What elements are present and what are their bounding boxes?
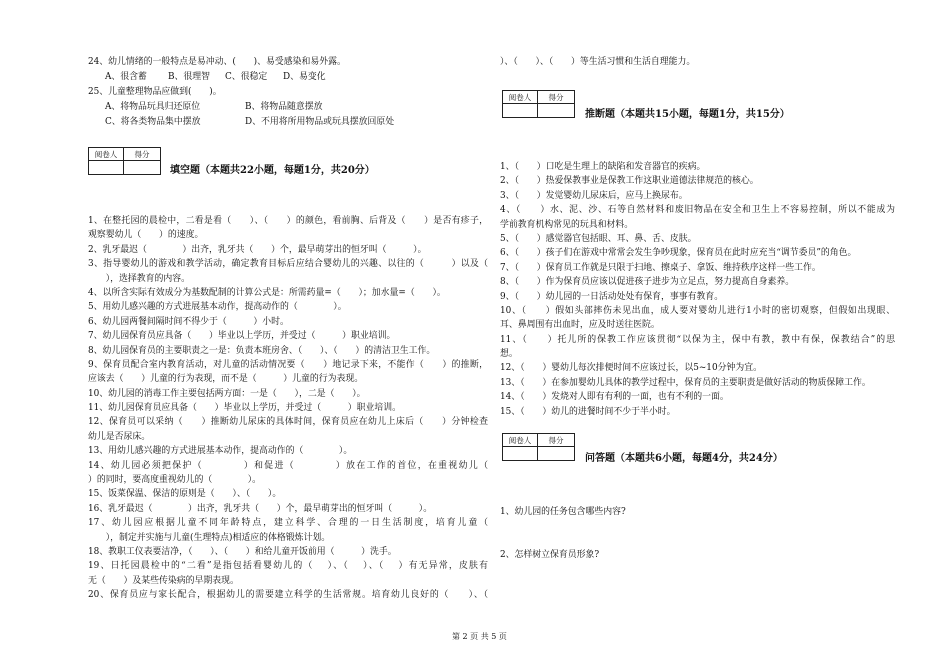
choice-section <box>88 55 488 130</box>
fill-question-16: 16、乳牙最迟（ ）出齐，乳牙共（ ）个，最早萌芽出的恒牙叫（ ）。 <box>88 503 433 514</box>
fill-question-4: 4、以所含实际有效成分为基数配制的计算公式是：所需药量=（ ）；加水量=（ ）。 <box>88 287 446 298</box>
fill-question-13: 13、用幼儿感兴趣的方式进展基本动作，提高动作的（ ）。 <box>88 446 353 457</box>
option-d: D、易变化 <box>283 72 326 82</box>
judge-question-11: 11、（ ）托儿所的保教工作应该贯彻“以保为主，保中有教，教中有保，保教结合”的思 <box>500 334 895 345</box>
option-c: C、很稳定 <box>225 72 268 82</box>
fill-question-12-cont: 幼儿是否尿床。 <box>88 431 151 442</box>
judge-question-3: 3、（ ）发觉婴幼儿尿床后，应马上换尿布。 <box>500 190 688 201</box>
judge-question-15: 15、（ ）幼儿的进餐时间不少于半小时。 <box>500 406 676 417</box>
fill-questions <box>88 214 506 603</box>
option-a: A、很含蓄 <box>105 72 147 82</box>
judge-section-title: 推断题（本题共15小题，每题1分，共15分） <box>585 109 790 120</box>
fill-question-19: 19、日托园晨检中的“二看”是指包括看婴幼儿的（ ）、（ ）、（ ）有无异常，皮肤有 <box>88 561 488 572</box>
fill-question-3-cont: ），选择教育的内容。 <box>88 273 191 284</box>
fill-question-17-cont: ），制定并实施与儿童(生理特点)相适应的体格锻炼计划。 <box>88 532 331 543</box>
reviewer-cell <box>89 161 124 175</box>
fill-question-7: 7、幼儿园保育员应具备（ ）毕业以上学历，并受过（ ）职业培训。 <box>88 331 396 342</box>
page-number: 第 2 页 共 5 页 <box>452 632 507 641</box>
fill-question-14-cont: ）的同时，要高度重视幼儿的（ ）。 <box>88 475 262 486</box>
score-table-fill <box>88 147 161 175</box>
judge-question-12: 12、（ ）婴幼儿每次排便时间不应该过长，以5~10分钟为宜。 <box>500 363 762 374</box>
fill-question-11: 11、幼儿园保育员应具备（ ）毕业以上学历，并受过（ ）职业培训。 <box>88 403 402 414</box>
reviewer-cell <box>503 447 538 461</box>
question-25-stem: 25、儿童整理物品应做到( )。 <box>88 87 222 97</box>
fill-question-1-cont: 观察婴幼儿（ ）的速度。 <box>88 230 204 241</box>
judge-question-8: 8、（ ）作为保育员应该以促进孩子进步为立足点，努力提高自身素养。 <box>500 277 795 288</box>
judge-question-1: 1、（ ）口吃是生理上的缺陷和发音器官的疾病。 <box>500 162 706 172</box>
fill-question-14: 14、幼儿园必须把保护（ ）和促进（ ）放在工作的首位，在重视幼儿（ <box>88 460 506 471</box>
score-table-qa <box>502 433 575 461</box>
fill-question-5: 5、用幼儿感兴趣的方式进展基本动作，提高动作的（ ）。 <box>88 302 347 313</box>
judge-question-11-cont: 想。 <box>500 349 518 360</box>
score-label: 得分 <box>538 91 575 104</box>
qa-question-2: 2、怎样树立保育员形象? <box>500 550 600 560</box>
judge-question-4: 4、（ ）水、泥、沙、石等自然材料和废旧物品在安全和卫生上不容易控制，所以不能成为 <box>500 205 895 216</box>
fill-question-20-cont: ）、（ ）、（ ）等生活习惯和生活自理能力。 <box>500 57 696 67</box>
fill-question-17: 17、幼儿园应根据儿童不同年龄特点，建立科学、合理的一日生活制度，培育儿童（ <box>88 518 488 529</box>
qa-question-1: 1、幼儿园的任务包含哪些内容? <box>500 507 626 517</box>
judge-questions <box>500 160 895 419</box>
score-cell <box>124 161 161 175</box>
reviewer-label: 阅卷人 <box>503 434 538 447</box>
judge-question-13: 13、（ ）在参加婴幼儿具体的教学过程中，保育员的主要职责是做好活动的物质保障工作。 <box>500 377 871 388</box>
score-label: 得分 <box>538 434 575 447</box>
fill-question-19-cont: 无（ ）及某些传染病的早期表现。 <box>88 575 239 586</box>
fill-question-12: 12、保育员可以采纳（ ）推断幼儿尿床的具体时间，保育员应在幼儿上床后（ ）分钟检查 <box>88 417 488 428</box>
fill-question-6: 6、幼儿园两餐间隔时间不得少于（ ）小时。 <box>88 316 289 327</box>
reviewer-label: 阅卷人 <box>89 148 124 161</box>
judge-question-5: 5、（ ）感觉器官包括眼、耳、鼻、舌、皮肤。 <box>500 233 697 244</box>
fill-question-10: 10、幼儿园的消毒工作主要包括两方面：一是（ ），二是（ ）。 <box>88 388 366 399</box>
option-b: B、很理智 <box>168 72 211 82</box>
judge-question-14: 14、（ ）发烧对人即有有利的一面，也有不利的一面。 <box>500 392 729 403</box>
option-d: D、不用将所用物品或玩具摆放回原处 <box>245 117 395 127</box>
judge-question-6: 6、（ ）孩子们在游戏中常常会发生争吵现象，保育员在此时应充当“调节委员”的角色。 <box>500 248 857 259</box>
score-cell <box>538 104 575 118</box>
option-a: A、将物品玩具归还原位 <box>105 102 201 112</box>
judge-question-4-cont: 学前教育机构常见的玩具和材料。 <box>500 219 634 230</box>
option-b: B、将物品随意摆放 <box>245 102 323 112</box>
score-cell <box>538 447 575 461</box>
question-25-options-ab <box>88 100 488 115</box>
qa-section-title: 问答题（本题共6小题，每题4分，共24分） <box>585 453 783 464</box>
question-25-options-cd <box>88 115 488 130</box>
fill-question-1: 1、在整托园的晨检中，二看是看（ ）、（ ）的颜色，看前胸、后背及（ ）是否有疹子， <box>88 216 488 226</box>
reviewer-label: 阅卷人 <box>503 91 538 104</box>
fill-question-18: 18、教职工仪表要洁净，（ ）、（ ）和给儿童开饭前用（ ）洗手。 <box>88 546 397 557</box>
score-label: 得分 <box>124 148 161 161</box>
question-24-stem: 24、幼儿情绪的一般特点是易冲动、( )、易受感染和易外露。 <box>88 57 346 67</box>
score-table-judge <box>502 90 575 118</box>
judge-question-10-cont: 耳、鼻周围有出血时，应及时送往医院。 <box>500 320 660 331</box>
option-c: C、将各类物品集中摆放 <box>105 117 201 127</box>
fill-question-2: 2、乳牙最迟（ ）出齐，乳牙共（ ）个，最早萌芽出的恒牙叫（ ）。 <box>88 244 427 255</box>
judge-question-7: 7、（ ）保育员工作就是只限于扫地、擦桌子、拿饭、维持秩序这样一些工作。 <box>500 262 821 273</box>
fill-section-title: 填空题（本题共22小题，每题1分，共20分） <box>170 165 375 176</box>
judge-question-10: 10、（ ）假如头部摔伤未见出血，成人要对婴幼儿进行1小时的密切观察，但假如出现眼、 <box>500 305 895 316</box>
fill-question-3: 3、指导婴幼儿的游戏和教学活动，确定教育目标后应结合婴幼儿的兴趣、以往的（ ）以及（ <box>88 259 488 270</box>
judge-question-9: 9、（ ）幼儿园的一日活动处处有保育，事事有教育。 <box>500 291 724 302</box>
question-24-options <box>88 70 488 85</box>
judge-question-2: 2、（ ）热爱保教事业是保教工作这职业道德法律规范的核心。 <box>500 176 759 187</box>
reviewer-cell <box>503 104 538 118</box>
fill-question-9-cont: 应该去（ ）儿童的行为表现，而不是（ ）儿童的行为表现。 <box>88 374 364 385</box>
fill-question-15: 15、饭菜保温、保洁的原则是（ ）、（ ）。 <box>88 489 282 500</box>
fill-question-20: 20、保育员应与家长配合，根据幼儿的需要建立科学的生活常规。培育幼儿良好的（ ）、（ <box>88 590 488 601</box>
fill-question-8: 8、幼儿园保育员的主要职责之一是：负责本班房舍、（ ）、（ ）的清洁卫生工作。 <box>88 345 436 356</box>
fill-question-9: 9、保育员配合室内教育活动，对儿童的活动情况要（ ）地记录下来，不能作（ ）的推断， <box>88 359 488 370</box>
